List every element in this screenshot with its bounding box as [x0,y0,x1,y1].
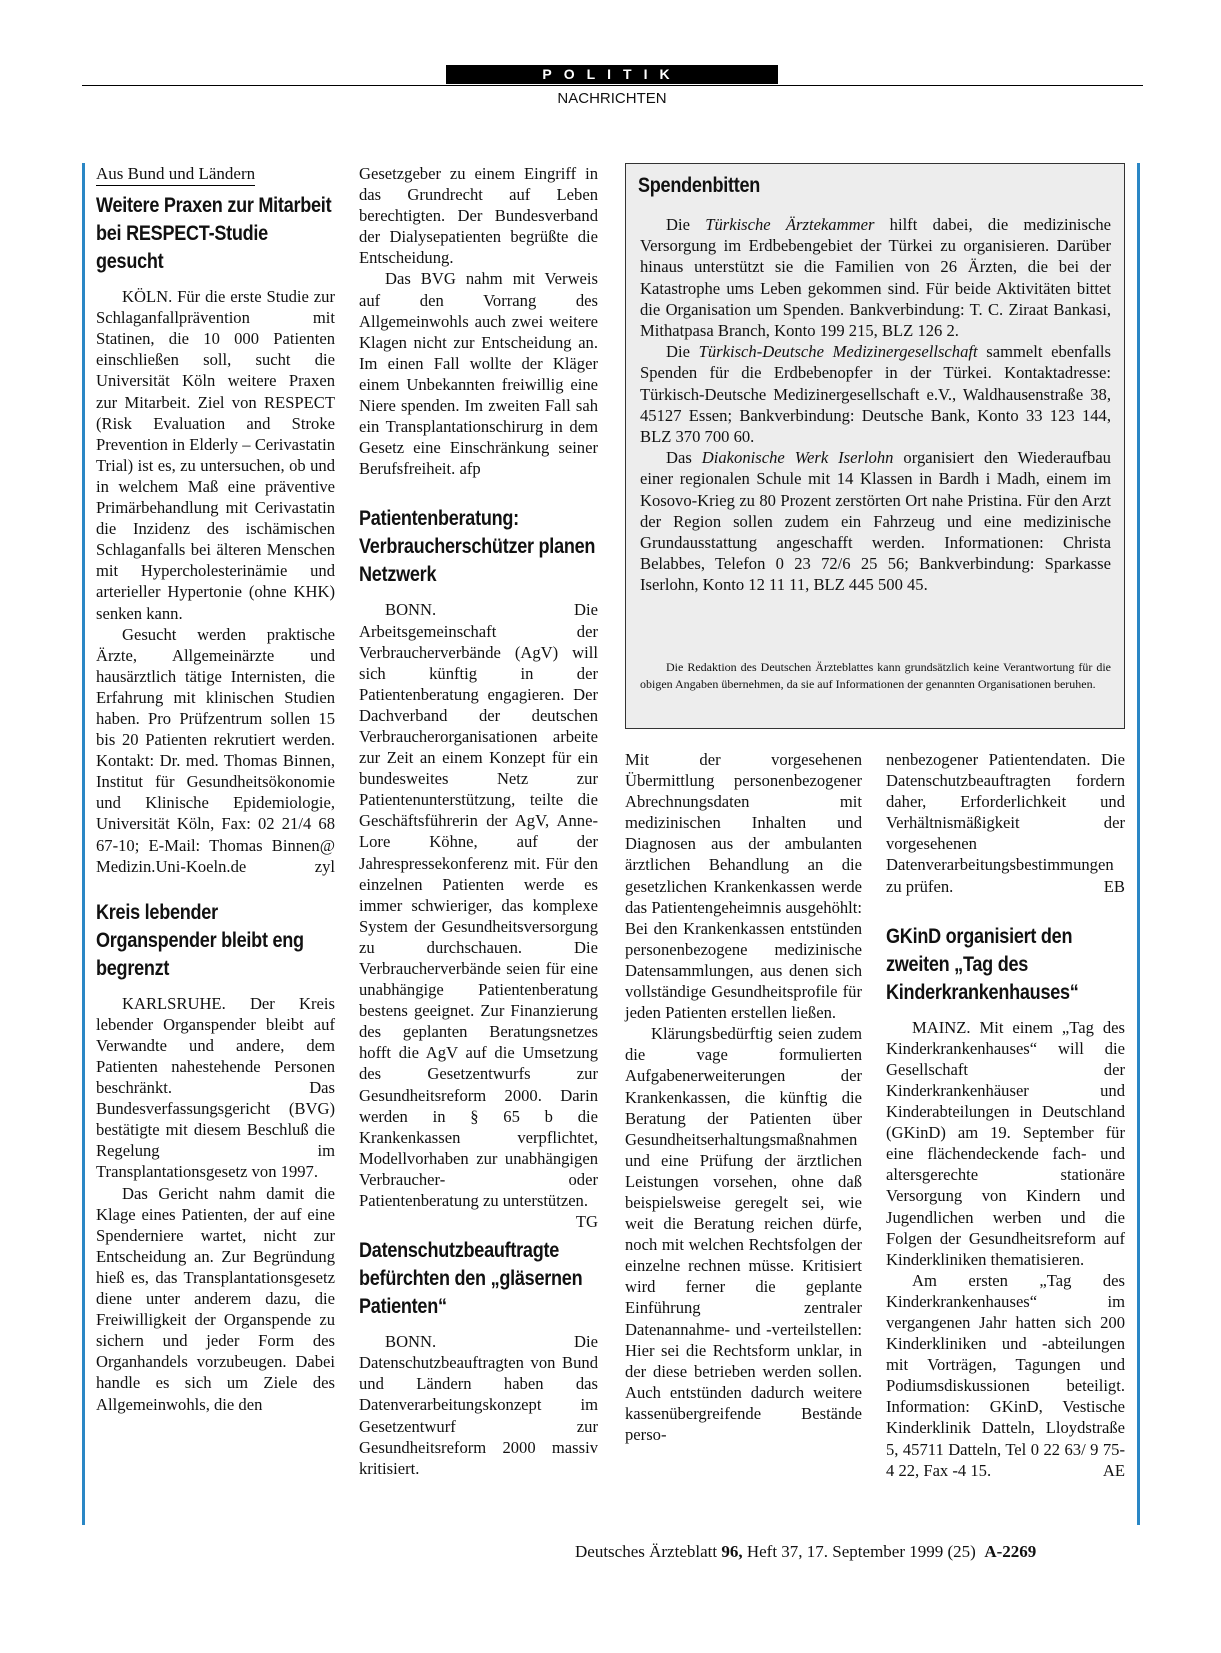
journal-issue: Heft 37, 17. September 1999 (25) [746,1542,976,1561]
author-signature: EB [1103,876,1125,896]
author-signature: TG [575,1212,598,1232]
article-paragraph: KÖLN. Für die erste Studie zur Schlaganfallprävention mit Statinen, die 10 000 Patienten einschließen soll, sucht die Universität Köln weitere Praxen zur Mitarbeit. Ziel von RESPECT (Risk Evaluation and Stroke Prevention in Elderly – Cerivastatin Trial) ist es, zu untersuchen, ob und in welchem Maß eine präventive Primärbehandlung mit Cerivastatin die Inzidenz des ischämischen Schlaganfalls bei älteren Menschen mit Hypercholesterinämie und arterieller Hypertonie (ohne KHK) senken kann. [96,287,335,623]
article-paragraph: BONN. Die Datenschutzbeauftragten von Bund und Ländern haben das Datenverarbeitungskonzept im Gesetzentwurf zur Gesundheitsreform 2000 massiv kritisiert. [359,1332,598,1478]
header-rule [82,85,1143,86]
article-paragraph: Mit der vorgesehenen Übermittlung personenbezogener Abrechnungsdaten mit medizinischen Inhalten und Diagnosen aus der ambulanten ärztlichen Behandlung an die gesetzlichen Krankenkassen werde das Patientengeheimnis ausgehöhlt: Bei den Krankenkassen entstünden personenbezogene medizinische Datensammlungen, aus denen sich vollständige Gesundheitsprofile für jeden Patienten erstellen ließen. [625,750,862,1023]
article-paragraph: KARLSRUHE. Der Kreis lebender Organspender bleibt auf Verwandte und andere, dem Patienten nahestehende Personen beschränkt. Das Bundesverfassungsgericht (BVG) bestätigte mit diesem Beschluß die Regelung im Transplantationsgesetz von 1997. [96,993,335,1182]
article-paragraph: Gesucht werden praktische Ärzte, Allgemeinärzte und hausärztlich tätige Internisten, die Erfahrung mit klinischen Studien haben. Pro Prüfzentrum sollen 15 bis 20 Patienten rekrutiert werden. Kontakt: Dr. med. Thomas Binnen, Institut für Gesundheitsökonomie und Klinische Epidemiologie, Universität Köln, Fax: 02 21/4 68 67-10; E-Mail: Thomas Binnen@ Medizin.Uni-Koeln.de zyl [96,624,335,876]
article-paragraph: Gesetzgeber zu einem Eingriff in das Grundrecht auf Leben berechtigten. Der Bundesverband der Dialysepatienten begrüßte die Entscheidung. [359,164,598,268]
article-title-datenschutz: Datenschutzbeauftragte befürchten den „gläsernen Patienten“ [359,1239,583,1319]
article-title-gkind: GKinD organisiert den zweiten „Tag des Kinderkrankenhauses“ [886,924,1079,1004]
article-title-organspender: Kreis lebender Organspender bleibt eng begrenzt [96,900,304,980]
section-header: POLITIK [446,65,778,84]
journal-name: Deutsches Ärzteblatt [575,1542,718,1561]
box-disclaimer: Die Redaktion des Deutschen Ärzteblattes kann grundsätzlich keine Verantwortung für die obigen Angaben übernehmen, da sie auf Informationen der genannten Organisationen beruhen. [640,660,1111,691]
article-paragraph: Am ersten „Tag des Kinderkrankenhauses“ im vergangenen Jahr hatten sich 200 Kinderkliniken und -abteilungen mit Vorträgen, Tagungen und Podiumsdiskussionen beteiligt. Information: GKinD, Vestische Kinderklinik Datteln, Lloydstraße 5, 45711 Datteln, Tel 0 22 63/ 9 75-4 22, Fax -4 15. AE [886,1270,1125,1480]
journal-volume: 96, [721,1542,743,1561]
right-accent-bar [1137,163,1140,1525]
article-paragraph: Das Gericht nahm damit die Klage eines Patienten, der auf eine Spenderniere wartet, nicht zur Entscheidung an. Zur Begründung hieß es, das Transplantationsgesetz diene unter anderem dazu, die Freiwilligkeit der Organspende zu sichern und jeder Form des Organhandels vorzubeugen. Dabei handle es sich um Ziele des Allgemeinwohls, die den [96,1183,335,1414]
article-paragraph: MAINZ. Mit einem „Tag des Kinderkrankenhauses“ will die Gesellschaft der Kinderkrankenhäuser und Kinderabteilungen in Deutschland (GKinD) am 19. September für eine flächendeckende fach- und altersgerechte stationäre Versorgung von Kindern und Jugendlichen werben und die Folgen der Gesundheitsreform auf Kinderkliniken thematisieren. [886,1017,1125,1269]
column-3 [625,749,862,1445]
page-footer [575,1542,1036,1562]
left-accent-bar [82,163,85,1525]
article-title-respect: Weitere Praxen zur Mitarbeit bei RESPECT-Studie gesucht [96,194,332,274]
article-paragraph: Klärungsbedürftig seien zudem die vage formulierten Aufgabenerweiterungen der Krankenkassen, die künftig die Beratung der Patienten über Gesundheitserhaltungsmaßnahmen und eine Prüfung der ärztlichen Leistungen vorsehen, ohne daß beispielsweise geregelt sei, wie weit die Beratung reichen dürfe, noch mit welchen Rechtsfolgen der einzelne rechnen müsse. Kritisiert wird ferner die geplante Einführung zentraler Datenannahme- und -verteilstellen: Hier sei die Rechtsform unklar, in der diese betrieben werden sollen. Auch entstünden dadurch weitere kassenübergreifende Bestände perso- [625,1024,862,1444]
box-title: Spendenbitten [638,174,761,197]
author-signature: zyl [314,856,335,876]
author-signature: AE [1102,1460,1125,1480]
donation-box [625,163,1125,729]
article-paragraph: BONN. Die Arbeitsgemeinschaft der Verbraucherverbände (AgV) will sich künftig in der Patientenberatung engagieren. Der Dachverband der deutschen Verbraucherorganisationen arbeite zur Zeit an einem Konzept für ein bundesweites Netz zur Patientenunterstützung, teilte die Geschäftsführerin der AgV, Anne-Lore Köhne, auf der Jahrespressekonferenz mit. Für den einzelnen Patienten werde es immer schwieriger, das komplexe System der Gesundheitsversorgung zu durchschauen. Die Verbraucherverbände seien für eine unabhängige Patientenberatung bestens geeignet. Zur Finanzierung des geplanten Beratungsnetzes hofft die AgV auf die Umsetzung des Gesetzentwurfs zur Gesundheitsreform 2000. Darin werden in § 65 b die Krankenkassen verpflichtet, Modellvorhaben zur unabhängigen Verbraucher- oder Patientenberatung zu unterstützen. TG [359,600,598,1232]
article-title-patientenberatung: Patientenberatung: Verbraucherschützer planen Netzwerk [359,507,596,587]
article-paragraph: Das BVG nahm mit Verweis auf den Vorrang des Allgemeinwohls auch zwei weitere Klagen nicht zur Entscheidung an. Im einen Fall wollte der Kläger einem Unbekannten freiwillig eine Niere spenden. Im zweiten Fall sah ein Transplantationschirurg in dem Gesetz eine Einschränkung seiner Berufsfreiheit. afp [359,269,598,479]
subsection-header: NACHRICHTEN [557,90,667,107]
column-4 [886,749,1125,1481]
kicker: Aus Bund und Ländern [96,163,255,186]
column-1 [96,163,335,1415]
page-number: A-2269 [984,1542,1037,1561]
column-2 [359,163,598,1479]
author-signature: afp [459,459,481,479]
article-paragraph: nenbezogener Patientendaten. Die Datenschutzbeauftragten fordern daher, Erforderlichkeit und Verhältnismäßigkeit der vorgesehenen Datenverarbeitungsbestimmungen zu prüfen. EB [886,750,1125,896]
box-body: Die Türkische Ärztekammer hilft dabei, die medizinische Versorgung im Erdbebengebiet der Türkei zu organisieren. Darüber hinaus unterstützt sie die Familien von 26 Ärzten, die bei der Katastrophe ums Leben gekommen sind. Für beide Aktivitäten bittet die Organisation um Spenden. Bankverbindung: T. C. Ziraat Bankasi, Mithatpasa Branch, Konto 199 215, BLZ 126 2. Die Türkisch-Deutsche Medizinergesellschaft sammelt ebenfalls Spenden für die Erdbebenopfer in der Türkei. Kontaktadresse: Türkisch-Deutsche Medizinergesellschaft e.V., Waldhausenstraße 38, 45127 Essen; Bankverbindung: Deutsche Bank, Konto 33 123 144, BLZ 370 700 60. Das Diakonische Werk Iserlohn organisiert den Wiederaufbau einer regionalen Schule mit 14 Klassen in Bardh i Madh, einem im Kosovo-Krieg zu 80 Prozent zerstörten Ort nahe Pristina. Für den Arzt der Region sollen zudem ein Fahrzeug und eine medizinische Grundausstattung angeschafft werden. Informationen: Christa Belabbes, Telefon 0 23 72/6 25 56; Bankverbindung: Sparkasse Iserlohn, Konto 12 11 11, BLZ 445 500 45. [640,215,1111,595]
